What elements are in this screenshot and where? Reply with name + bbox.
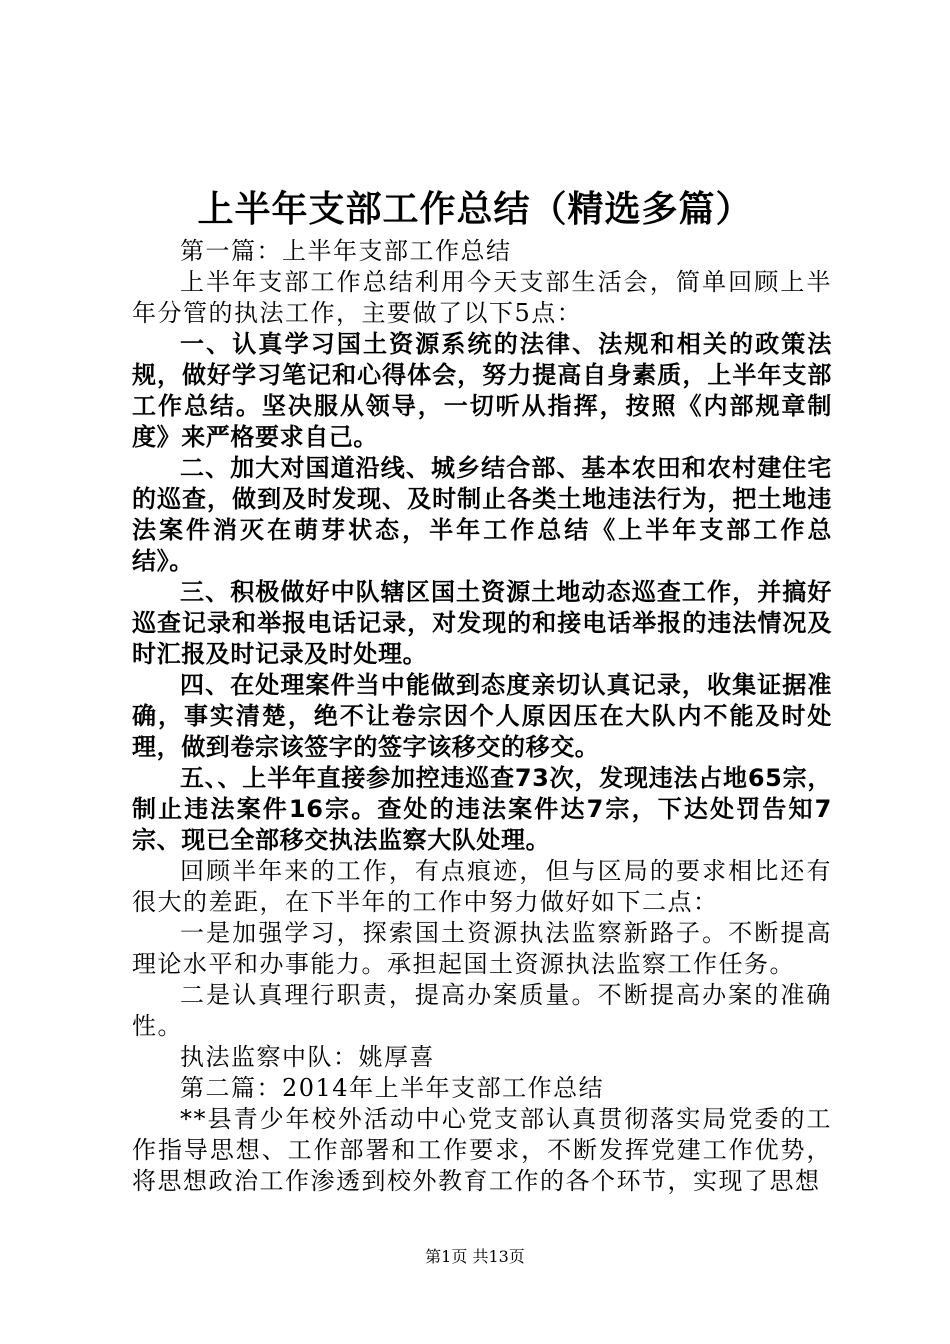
paragraph-3: 一、认真学习国土资源系统的法律、法规和相关的政策法规，做好学习笔记和心得体会，努力提高自身素质，上半年支部工作总结。坚决服从领导，一切听从指挥，按照《内部规章制度》来严格要求自己。: [132, 330, 832, 451]
paragraph-11: 执法监察中队：姚厚喜: [180, 1043, 435, 1071]
paragraph-8: 回顾半年来的工作，有点痕迹，但与区局的要求相比还有很大的差距，在下半年的工作中努力做好如下二点：: [132, 857, 832, 916]
paragraph-10: 二是认真理行职责，提高办案质量。不断提高办案的准确性。: [132, 981, 832, 1040]
document-title: 上半年支部工作总结（精选多篇）: [197, 189, 753, 230]
paragraph-7: 五、、上半年直接参加控违巡查73次，发现违法占地65宗，制止违法案件16宗。查处的违法案件达7宗，下达处罚告知7宗、现已全部移交执法监察大队处理。: [132, 764, 832, 854]
paragraph-5: 三、积极做好中队辖区国土资源土地动态巡查工作，并搞好巡查记录和举报电话记录，对发现的和接电话举报的违法情况及时汇报及时记录及时处理。: [132, 578, 832, 668]
paragraph-12: 第二篇：2014年上半年支部工作总结: [180, 1074, 605, 1102]
document-body: [132, 236, 832, 1197]
paragraph-9: 一是加强学习，探索国土资源执法监察新路子。不断提高理论水平和办事能力。承担起国土资源执法监察工作任务。: [132, 919, 832, 978]
paragraph-1: 第一篇：上半年支部工作总结: [180, 237, 512, 265]
page-number-footer: 第1页 共13页: [425, 1247, 525, 1266]
paragraph-2: 上半年支部工作总结利用今天支部生活会，简单回顾上半年分管的执法工作，主要做了以下5点：: [132, 268, 832, 327]
paragraph-6: 四、在处理案件当中能做到态度亲切认真记录，收集证据准确，事实清楚，绝不让卷宗因个人原因压在大队内不能及时处理，做到卷宗该签字的签字该移交的移交。: [132, 671, 832, 761]
paragraph-4: 二、加大对国道沿线、城乡结合部、基本农田和农村建住宅的巡查，做到及时发现、及时制止各类土地违法行为，把土地违法案件消灭在萌芽状态，半年工作总结《上半年支部工作总结》。: [132, 454, 832, 575]
paragraph-13: **县青少年校外活动中心党支部认真贯彻落实局党委的工作指导思想、工作部署和工作要求，不断发挥党建工作优势，将思想政治工作渗透到校外教育工作的各个环节，实现了思想: [132, 1105, 832, 1195]
